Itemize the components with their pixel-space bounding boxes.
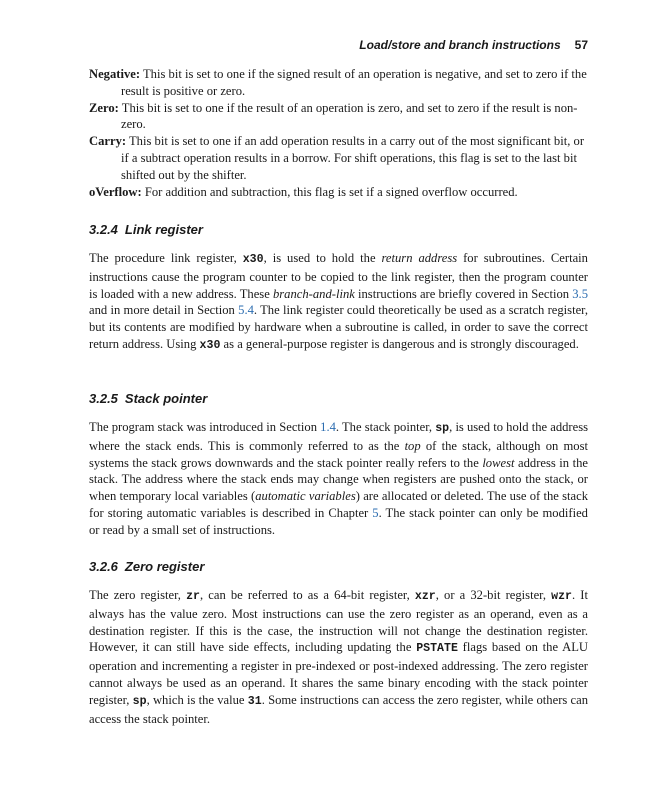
flag-definitions	[89, 66, 588, 200]
flag-zero	[89, 100, 588, 134]
text-run: , can be referred to as a 64-bit register,	[199, 588, 415, 602]
paragraph-link-register	[89, 250, 588, 355]
code-zr: zr	[186, 590, 200, 603]
text-run: The program stack was introduced in Section	[89, 420, 321, 434]
text-run: . The stack pointer,	[335, 420, 436, 434]
text-run: The zero register,	[89, 588, 187, 602]
text-run: of the stack, although on most systems the stack grows downwards and the stack pointer really refers to the	[89, 438, 588, 470]
text-run: . The link register could theoretically be used as a scratch register, but its contents are modified by hardware when a subroutine is called, in order to save the correct return address. Using	[89, 303, 588, 351]
chapter-link-5[interactable]: 5	[372, 505, 379, 520]
section-link-1-4[interactable]: 1.4	[320, 420, 336, 434]
flag-description: For addition and subtraction, this flag is set if a signed overflow occurred.	[144, 184, 518, 199]
running-header	[359, 38, 588, 52]
text-run: and in more detail in Section	[89, 303, 239, 318]
flag-negative	[89, 66, 588, 100]
code-x30: x30	[242, 253, 264, 266]
flag-carry	[89, 133, 588, 183]
paragraph-zero-register	[89, 587, 588, 727]
flag-term: oVerflow:	[89, 184, 142, 199]
text-run: . It always has the value zero. Most instructions can use the zero register as an operand, even as a destination register. If this is the case, the instruction will not change the destination register. However, it can still have side effects, including updating the	[89, 588, 588, 655]
code-sp: sp	[435, 422, 450, 435]
paragraph-stack-pointer	[89, 419, 588, 539]
section-heading-stack-pointer	[89, 391, 207, 406]
text-run: for subroutines. Certain instructions cause the program counter to be copied to the link register, then the program counter is loaded with a new address. These	[89, 251, 588, 301]
section-link-5-4[interactable]: 5.4	[238, 303, 254, 318]
flag-description: This bit is set to one if an add operation results in a carry out of the most significant bit, or if a subtract operation results in a borrow. For shift operations, this flag is set to the last bit shifted out by the shifter.	[121, 134, 585, 182]
emphasis-automatic-variables: automatic variables	[255, 489, 356, 504]
text-run: , which is the value	[146, 692, 248, 707]
emphasis-branch-and-link: branch-and-link	[272, 286, 355, 301]
section-number: 3.2.6	[89, 559, 118, 574]
code-xzr: xzr	[414, 590, 436, 603]
text-run: flags based on the ALU operation and incrementing a register in pre-indexed or post-indexed addressing. The zero register cannot always be used as an operand. It shares the same binary encoding with the stack pointer register,	[89, 640, 588, 707]
text-run: . Some instructions can access the zero register, while others can access the stack pointer.	[89, 692, 589, 726]
flag-term: Carry:	[89, 134, 127, 149]
flag-term: Zero:	[89, 100, 119, 115]
section-heading-zero-register	[89, 559, 204, 574]
section-title: Zero register	[124, 559, 205, 574]
section-number: 3.2.5	[89, 391, 118, 406]
flag-overflow	[89, 184, 588, 201]
code-31: 31	[247, 694, 262, 708]
code-sp: sp	[132, 694, 147, 708]
section-title: Stack pointer	[124, 391, 208, 406]
section-number: 3.2.4	[89, 222, 118, 237]
code-wzr: wzr	[551, 590, 573, 603]
code-x30: x30	[199, 338, 221, 352]
flag-description: This bit is set to one if the signed result of an operation is negative, and set to zero if the result is positive or zero.	[121, 67, 587, 98]
code-pstate: PSTATE	[416, 642, 458, 656]
emphasis-return-address: return address	[381, 251, 458, 265]
text-run: . The stack pointer can only be modified or read by a small set of instructions.	[89, 505, 588, 537]
text-run: , or a 32-bit register,	[435, 588, 552, 602]
emphasis-lowest: lowest	[482, 455, 515, 470]
section-title: Link register	[124, 222, 203, 237]
text-run: ) are allocated or deleted. The use of the stack for storing automatic variables is described in Chapter	[89, 489, 589, 520]
text-run: address in the stack. The address where the stack ends may change when registers are pushed onto the stack, or when temporary local variables (	[89, 455, 588, 504]
text-run: instructions are briefly covered in Section	[354, 286, 573, 301]
running-header-title: Load/store and branch instructions	[359, 38, 561, 52]
page-number: 57	[574, 38, 588, 52]
flag-description: This bit is set to one if the result of an operation is zero, and set to zero if the result is non-zero.	[121, 100, 578, 132]
section-heading-link-register	[89, 222, 203, 237]
text-run: , is used to hold the	[263, 251, 382, 265]
text-run: as a general-purpose register is dangerous and is strongly discouraged.	[220, 336, 579, 351]
flag-term: Negative:	[89, 67, 141, 81]
text-run: , is used to hold the address where the stack ends. This is commonly referred to as the	[89, 420, 589, 453]
emphasis-top: top	[404, 438, 421, 453]
section-link-3-5[interactable]: 3.5	[572, 286, 588, 301]
text-run: The procedure link register,	[89, 251, 243, 265]
